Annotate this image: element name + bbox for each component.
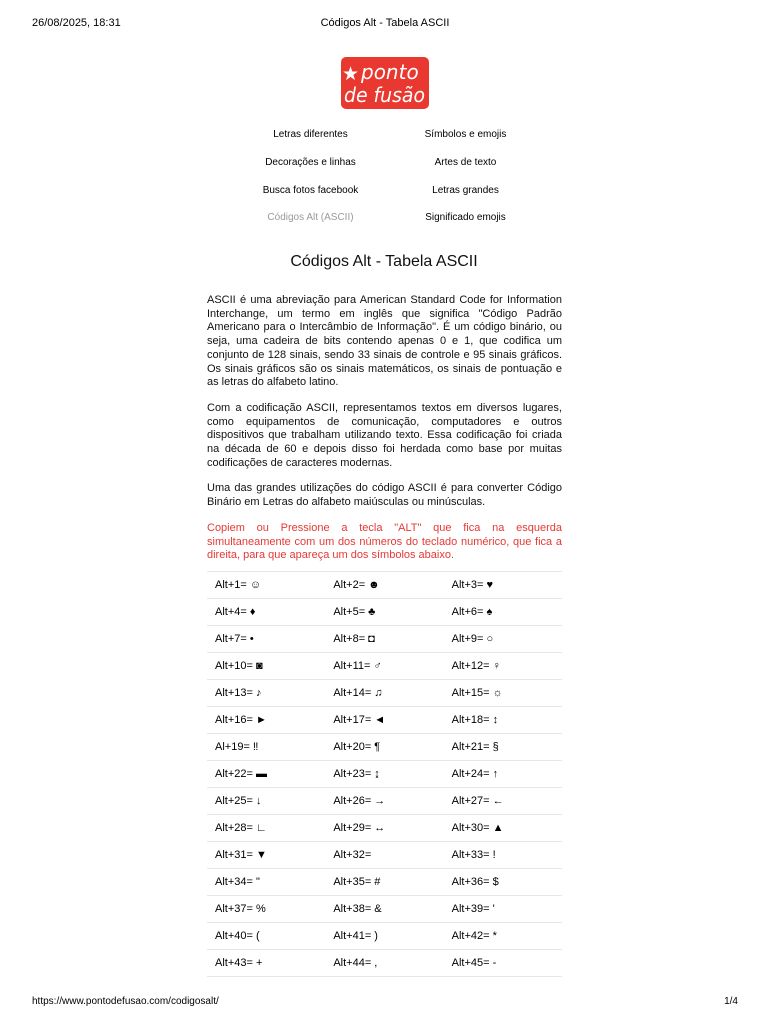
print-header <box>32 17 738 31</box>
table-row <box>207 572 562 599</box>
main-nav <box>233 121 543 232</box>
usage-paragraph: Com a codificação ASCII, representamos textos em diversos lugares, como equipamentos de comunicação, computadores e outros dispositivos que trabalham utilizando texto. Essa codificação foi criada na década de 60 e depois disso foi herdada como base por muitas codificações de caracteres modernas. <box>207 401 562 469</box>
nav-row <box>233 204 543 232</box>
alt-code-cell: Alt+21= § <box>451 741 499 753</box>
logo-graphic <box>341 57 429 109</box>
nav-busca-fotos-facebook[interactable]: Busca fotos facebook <box>262 184 359 196</box>
alt-code-cell: Alt+2= ☻ <box>333 579 380 591</box>
alt-code-cell: Alt+41= ) <box>333 930 378 942</box>
nav-row <box>233 121 543 149</box>
article-content <box>207 294 562 575</box>
logo-star-icon: ★ <box>342 63 360 85</box>
alt-code-cell: Alt+12= ♀ <box>451 660 501 672</box>
alt-code-cell: Alt+42= * <box>451 930 497 942</box>
print-title: Códigos Alt - Tabela ASCII <box>320 17 450 29</box>
nav-artes-texto[interactable]: Artes de texto <box>434 157 497 169</box>
alt-code-cell: Alt+24= ↑ <box>451 768 499 780</box>
alt-instruction: Copiem ou Pressione a tecla "ALT" que fica na esquerda simultaneamente com um dos números do teclado numérico, que fica a direita, para que apareça um dos símbolos abaixo. <box>207 521 562 562</box>
page-url: https://www.pontodefusao.com/codigosalt/ <box>32 996 219 1007</box>
table-row <box>207 680 562 707</box>
logo-line1: ponto <box>361 60 419 84</box>
table-row <box>207 599 562 626</box>
alt-code-cell: Alt+23= ↨ <box>333 768 380 780</box>
alt-code-cell: Alt+38= & <box>333 903 382 915</box>
alt-code-cell: Alt+31= ▼ <box>215 849 267 861</box>
table-row <box>207 707 562 734</box>
alt-code-cell: Alt+37= % <box>215 903 266 915</box>
alt-code-cell: Alt+3= ♥ <box>451 579 494 591</box>
nav-significado-emojis[interactable]: Significado emojis <box>425 212 506 224</box>
alt-code-cell: Alt+13= ♪ <box>215 687 262 699</box>
alt-code-cell: Alt+35= # <box>333 876 381 888</box>
alt-code-cell: Alt+36= $ <box>451 876 499 888</box>
alt-code-cell: Alt+25= ↓ <box>215 795 262 807</box>
table-row <box>207 788 562 815</box>
nav-codigos-alt[interactable]: Códigos Alt (ASCII) <box>267 212 354 224</box>
alt-code-cell: Alt+5= ♣ <box>333 606 376 618</box>
print-date: 26/08/2025, 18:31 <box>32 17 121 29</box>
alt-code-cell: Alt+17= ◄ <box>333 714 386 726</box>
alt-code-cell: Alt+7= • <box>215 633 254 645</box>
alt-code-cell: Alt+20= ¶ <box>333 741 381 753</box>
alt-code-cell: Alt+16= ► <box>215 714 267 726</box>
table-row <box>207 653 562 680</box>
table-row <box>207 869 562 896</box>
table-row <box>207 761 562 788</box>
print-footer <box>32 996 738 1010</box>
conversion-paragraph: Uma das grandes utilizações do código ASCII é para converter Código Binário em Letras do alfabeto maiúsculas ou minúsculas. <box>207 482 562 509</box>
alt-code-cell: Alt+43= + <box>215 957 263 969</box>
table-row <box>207 626 562 653</box>
alt-code-cell: Alt+44= , <box>333 957 378 969</box>
alt-code-cell: Alt+27= ← <box>451 795 504 807</box>
table-row <box>207 842 562 869</box>
nav-decoracoes-linhas[interactable]: Decorações e linhas <box>265 157 356 169</box>
page-number: 1/4 <box>724 996 738 1007</box>
logo-line2: de fusão <box>344 83 425 107</box>
alt-code-cell: Alt+32= <box>333 849 372 861</box>
table-row <box>207 950 562 977</box>
nav-row <box>233 176 543 204</box>
alt-code-cell: Alt+18= ↕ <box>451 714 499 726</box>
alt-code-cell: Alt+34= " <box>215 876 260 888</box>
site-logo[interactable] <box>341 57 429 109</box>
nav-letras-grandes[interactable]: Letras grandes <box>432 184 499 196</box>
table-row <box>207 896 562 923</box>
alt-code-cell: Alt+29= ↔ <box>333 822 386 834</box>
table-row <box>207 815 562 842</box>
alt-code-cell: Alt+26= → <box>333 795 386 807</box>
alt-code-cell: Alt+10= ◙ <box>215 660 263 672</box>
alt-code-cell: Alt+4= ♦ <box>215 606 256 618</box>
alt-code-cell: Alt+22= ▬ <box>215 768 267 780</box>
alt-code-cell: Alt+14= ♫ <box>333 687 383 699</box>
alt-code-cell: Alt+15= ☼ <box>451 687 503 699</box>
table-row <box>207 923 562 950</box>
alt-code-cell: Alt+40= ( <box>215 930 260 942</box>
alt-code-cell: Alt+6= ♠ <box>451 606 493 618</box>
alt-code-cell: Alt+8= ◘ <box>333 633 375 645</box>
alt-codes-table <box>207 571 562 977</box>
nav-row <box>233 149 543 177</box>
table-row <box>207 734 562 761</box>
intro-paragraph: ASCII é uma abreviação para American Standard Code for Information Interchange, um termo em inglês que significa "Código Padrão Americano para o Intercâmbio de Informação". É um código binário, ou seja, uma cadeira de bits contendo apenas 0 e 1, que codifica um conjunto de 128 sinais, sendo 33 sinais de controle e 95 sinais gráficos. Os sinais gráficos são os sinais matemáticos, os sinais de pontuação e as letras do alfabeto latino. <box>207 294 562 389</box>
nav-simbolos-emojis[interactable]: Símbolos e emojis <box>424 129 507 141</box>
alt-code-cell: Alt+9= ○ <box>451 633 494 645</box>
alt-code-cell: Alt+45= - <box>451 957 497 969</box>
alt-code-cell: Alt+28= ∟ <box>215 822 267 834</box>
alt-code-cell: Alt+39= ' <box>451 903 495 915</box>
alt-code-cell: Alt+30= ▲ <box>451 822 504 834</box>
alt-code-cell: Alt+1= ☺ <box>215 579 262 591</box>
alt-code-cell: Al+19= ‼ <box>215 741 259 753</box>
alt-code-cell: Alt+33= ! <box>451 849 496 861</box>
page-title: Códigos Alt - Tabela ASCII <box>290 253 478 270</box>
nav-letras-diferentes[interactable]: Letras diferentes <box>273 129 348 141</box>
alt-code-cell: Alt+11= ♂ <box>333 660 382 672</box>
